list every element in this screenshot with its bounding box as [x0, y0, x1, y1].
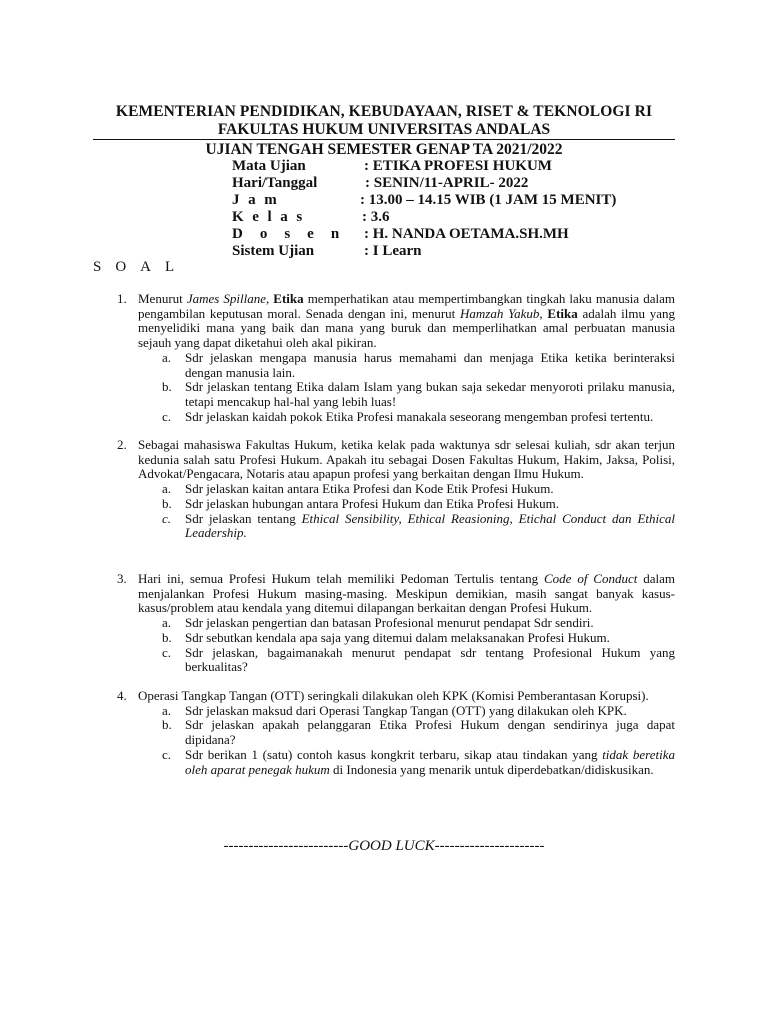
info-label: Hari/Tanggal: [232, 175, 318, 191]
sub-question-b: [162, 629, 675, 646]
question-number: 4.: [117, 688, 127, 703]
footer-text: GOOD LUCK: [348, 838, 435, 854]
footer-dashes-left: -------------------------: [223, 838, 349, 854]
question-3: [117, 572, 675, 675]
sub-text-italic: Ethical Sensibility, Ethical Reasioning, Etichal Conduct dan Ethical Leadership.: [185, 510, 675, 541]
stem-text: memperhatikan atau mempertimbangkan tingkah laku manusia dalam pengambilan keputusan moral. Senada dengan ini, menurut: [138, 291, 675, 321]
info-value: : 13.00 – 14.15 WIB (1 JAM 15 MENIT): [360, 192, 617, 208]
questions-heading: SOAL: [93, 259, 189, 275]
sub-letter: b.: [162, 495, 172, 511]
sub-text: Sdr jelaskan tentang Etika dalam Islam yang bukan saja sekedar menyoroti prilaku manusia, tetapi mencakup hal-hal yang lebih luas!: [185, 379, 675, 409]
sub-text: Sdr jelaskan kaidah pokok Etika Profesi manakala seseorang mengemban profesi tertentu.: [185, 408, 654, 424]
sub-question-c: [162, 746, 676, 777]
stem-text: ,: [539, 305, 548, 321]
sub-text: Sdr jelaskan hubungan antara Profesi Hukum dan Etika Profesi Hukum.: [185, 495, 560, 511]
sub-letter: c.: [162, 510, 172, 526]
sub-text: Sdr jelaskan kaitan antara Etika Profesi dan Kode Etik Profesi Hukum.: [185, 481, 554, 497]
sub-text: Sdr jelaskan pengertian dan batasan Profesional menurut pendapat Sdr sendiri.: [185, 615, 594, 631]
info-value: : I Learn: [364, 243, 422, 259]
sub-question-b: [162, 495, 675, 512]
info-label: Jam: [232, 192, 286, 208]
sub-letter: b.: [162, 379, 172, 395]
sub-text: Sdr jelaskan tentang: [185, 510, 302, 526]
sub-letter: b.: [162, 717, 172, 733]
sub-question-c: [162, 644, 675, 675]
question-2: [117, 438, 675, 541]
stem-italic: James Spillane: [186, 291, 266, 306]
info-value: : SENIN/11-APRIL- 2022: [365, 175, 529, 191]
sub-question-b: [162, 717, 675, 748]
question-4: [117, 689, 675, 777]
sub-letter: a.: [162, 481, 172, 497]
sub-text: Sdr berikan 1 (satu) contoh kasus kongkrit terbaru, sikap atau tindakan yang: [185, 746, 603, 762]
stem-text: Menurut: [138, 291, 187, 306]
question-stem: Sebagai mahasiswa Fakultas Hukum, ketika kelak pada waktunya sdr selesai kuliah, sdr akan terjun kedunia salah satu Profesi Hukum. Apakah itu sebagai Dosen Fakultas Hukum, Hakim, Jaksa, Polisi, Advokat/Pengacara, Notaris atau apapun profesi yang berkaitan dengan Ilmu Hukum.: [138, 437, 675, 482]
sub-question-c: [162, 408, 675, 425]
stem-italic: Hamzah Yakub: [460, 305, 540, 321]
question-1: [117, 292, 675, 424]
stem-text: ,: [265, 291, 274, 306]
sub-question-a: [162, 481, 675, 497]
sub-text-italic: tidak beretika oleh aparat penegak hukum: [185, 746, 676, 777]
question-number: 3.: [117, 571, 127, 586]
sub-question-a: [162, 349, 675, 380]
sub-text: Sdr jelaskan, bagaimanakah menurut pendapat sdr tentang Profesional Hukum yang berkualitas?: [185, 644, 675, 675]
good-luck-footer: [0, 838, 768, 855]
sub-letter: a.: [162, 702, 172, 718]
stem-italic: Code of Conduct: [544, 571, 638, 586]
sub-letter: c.: [162, 644, 172, 660]
sub-letter: c.: [162, 408, 172, 424]
faculty-heading: FAKULTAS HUKUM UNIVERSITAS ANDALAS: [217, 121, 551, 138]
sub-letter: a.: [162, 615, 172, 631]
exam-title: UJIAN TENGAH SEMESTER GENAP TA 2021/2022: [205, 141, 563, 158]
sub-question-c: [162, 510, 675, 541]
sub-question-a: [162, 615, 675, 631]
ministry-heading: KEMENTERIAN PENDIDIKAN, KEBUDAYAAN, RISET & TEKNOLOGI RI: [115, 103, 653, 120]
sub-question-b: [162, 379, 675, 409]
question-number: 1.: [117, 291, 127, 306]
info-label: Kelas: [232, 209, 311, 225]
footer-dashes-right: ----------------------: [434, 838, 545, 854]
question-stem: [138, 572, 675, 616]
stem-text: Hari ini, semua Profesi Hukum telah memiliki Pedoman Tertulis tentang: [138, 571, 544, 586]
stem-text: adalah ilmu yang menyelidiki mana yang baik dan mana yang buruk dan memperlihatkan amal perbuatan manusia sejauh yang dapat diketahui oleh akal pikiran.: [138, 305, 676, 351]
sub-letter: b.: [162, 629, 172, 645]
info-label: Mata Ujian: [232, 158, 306, 174]
header-divider: [93, 139, 675, 140]
sub-text: Sdr jelaskan mengapa manusia harus memahami dan menjaga Etika ketika berinteraksi dengan manusia lain.: [185, 349, 675, 380]
question-stem: [138, 292, 675, 351]
sub-question-a: [162, 702, 675, 719]
info-value: : 3.6: [362, 209, 390, 225]
sub-text: Sdr jelaskan apakah pelanggaran Etika Profesi Hukum dengan sendirinya juga dapat dipidana?: [185, 717, 675, 748]
stem-text: dalam menjalankan Profesi Hukum masing-masing. Meskipun demikian, masih sangat banyak kasus-kasus/problem atau kendala yang ditemui dilapangan berkaitan dengan Profesi Hukum.: [138, 571, 675, 616]
info-label: Sistem Ujian: [232, 243, 315, 259]
sub-text: Sdr sebutkan kendala apa saja yang ditemui dalam melaksanakan Profesi Hukum.: [185, 629, 610, 645]
info-value: : ETIKA PROFESI HUKUM: [364, 158, 552, 174]
stem-bold: Etika: [273, 291, 304, 306]
question-stem: Operasi Tangkap Tangan (OTT) seringkali dilakukan oleh KPK (Komisi Pemberantasan Korupsi).: [138, 688, 649, 703]
sub-letter: c.: [162, 746, 172, 762]
stem-bold: Etika: [547, 305, 578, 321]
sub-text: Sdr jelaskan maksud dari Operasi Tangkap Tangan (OTT) yang dilakukan oleh KPK.: [185, 702, 627, 718]
question-number: 2.: [117, 437, 127, 452]
sub-text: di Indonesia yang menarik untuk diperdebatkan/didiskusikan.: [329, 761, 654, 777]
info-value: : H. NANDA OETAMA.SH.MH: [364, 226, 569, 242]
sub-letter: a.: [162, 349, 172, 365]
info-label: Dosen: [232, 226, 357, 242]
